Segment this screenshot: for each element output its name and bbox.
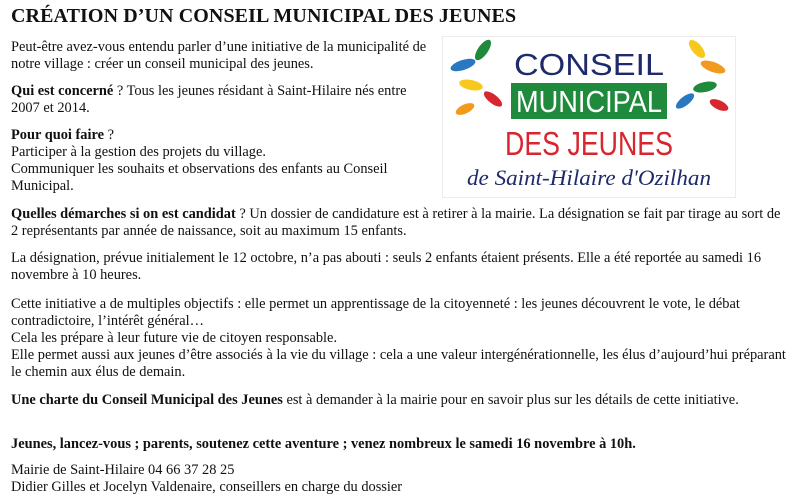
logo-line-des-jeunes: DES JEUNES	[505, 125, 673, 162]
logo-line-conseil: CONSEIL	[514, 47, 664, 82]
designation-paragraph: La désignation, prévue initialement le 12 octobre, n’a pas abouti : seuls 2 enfants étaient présents. Elle a été reportée au samedi 16 novembre à 10 heures.	[11, 250, 762, 283]
logo-graphic	[443, 37, 735, 197]
pourquoi-line-1: Participer à la gestion des projets du village.	[11, 144, 266, 160]
pourquoi-paragraph	[11, 127, 429, 195]
logo-leaf-green-right	[692, 80, 718, 95]
logo-leaf-green-left	[472, 37, 494, 62]
logo-leaf-red-right	[708, 97, 730, 114]
intro-paragraph: Peut-être avez-vous entendu parler d’une initiative de la municipalité de notre village : créer un conseil municipal des jeunes.	[11, 39, 427, 72]
logo-leaf-blue-left	[449, 56, 477, 74]
pourquoi-label: Pour quoi faire	[11, 127, 105, 143]
logo-leaf-red-left	[482, 89, 505, 110]
logo-leaf-orange-left	[454, 101, 476, 118]
logo-line-saint-hilaire: de Saint-Hilaire d'Ozilhan	[467, 165, 711, 190]
page-title: CRÉATION D’UN CONSEIL MUNICIPAL DES JEUNES	[11, 5, 517, 27]
objectifs-line-1: Cette initiative a de multiples objectifs : elle permet un apprentissage de la citoyenneté : les jeunes découvrent le vote, le débat contradictoire, l’intérêt général…	[11, 296, 740, 329]
demarches-paragraph	[11, 206, 791, 240]
contact-conseillers: Didier Gilles et Jocelyn Valdenaire, conseillers en charge du dossier	[11, 479, 403, 495]
logo-leaf-orange-right	[699, 58, 727, 76]
demarches-label: Quelles démarches si on est candidat	[11, 206, 236, 222]
contact-mairie: Mairie de Saint-Hilaire 04 66 37 28 25	[11, 462, 235, 478]
logo-leaf-blue-right	[674, 91, 697, 112]
logo-leaf-yellow-right	[686, 37, 708, 60]
contact-block	[11, 462, 791, 496]
qui-label: Qui est concerné	[11, 83, 114, 99]
conseil-logo	[442, 36, 736, 198]
qui-paragraph	[11, 83, 429, 117]
appel-paragraph: Jeunes, lancez-vous ; parents, soutenez cette aventure ; venez nombreux le samedi 16 novembre à 10h.	[11, 436, 636, 452]
charte-text: est à demander à la mairie pour en savoir plus sur les détails de cette initiative.	[282, 392, 739, 408]
pourquoi-line-2: Communiquer les souhaits et observations des enfants au Conseil Municipal.	[11, 161, 388, 194]
pourquoi-suffix: ?	[104, 127, 115, 143]
objectifs-paragraph	[11, 296, 791, 381]
objectifs-line-2: Cela les prépare à leur future vie de citoyen responsable.	[11, 330, 338, 346]
logo-leaf-yellow-left	[458, 78, 484, 93]
logo-line-municipal: MUNICIPAL	[516, 84, 662, 119]
charte-paragraph	[11, 392, 791, 409]
objectifs-line-3: Elle permet aussi aux jeunes d’être associés à la vie du village : cela a une valeur intergénérationnelle, les élus d’aujourd’hui préparant le chemin aux élus de demain.	[11, 347, 786, 380]
charte-label: Une charte du Conseil Municipal des Jeunes	[11, 392, 283, 408]
demarches-text: ? Un dossier de candidature est à retirer à la mairie. La désignation se fait par tirage au sort de 2 représentants par année de naissance, soit au maximum 15 enfants.	[11, 206, 781, 239]
qui-text: ? Tous les jeunes résidant à Saint-Hilaire nés entre 2007 et 2014.	[11, 83, 407, 116]
